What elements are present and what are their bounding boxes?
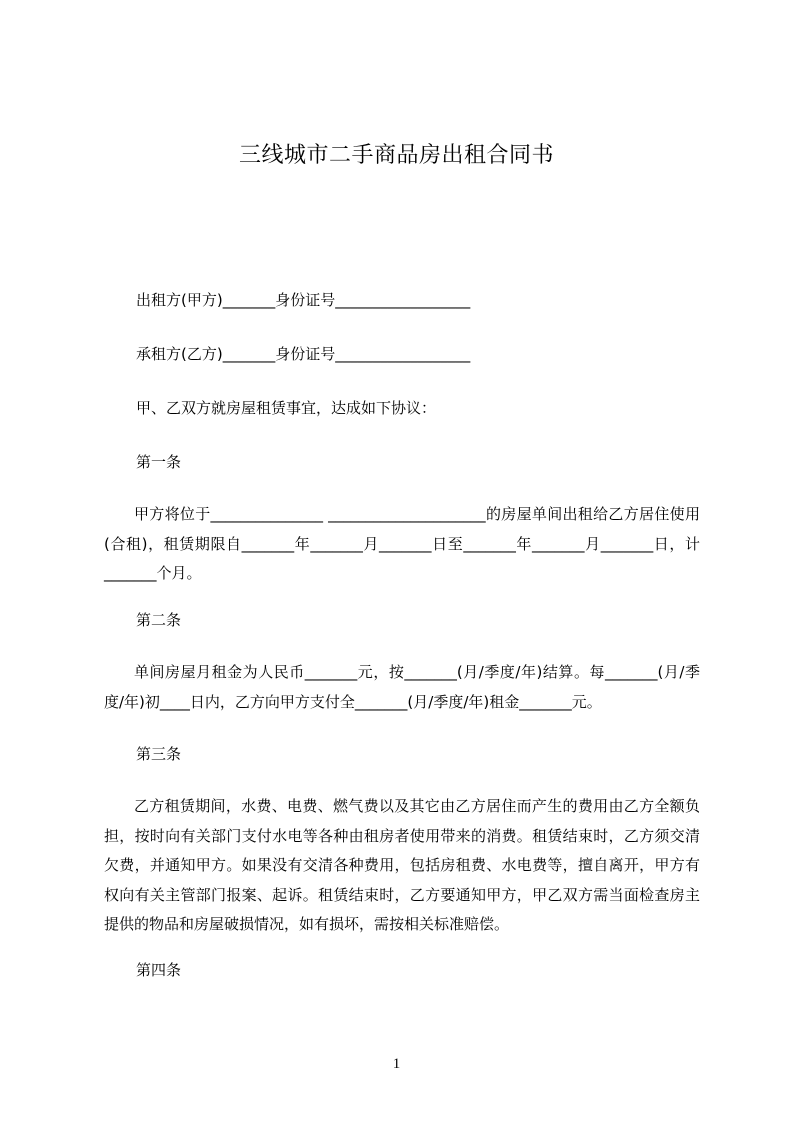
intro-text: 甲、乙双方就房屋租赁事宜，达成如下协议： [136, 399, 437, 417]
lessor-line: 出租方(甲方)_______身份证号__________________ [136, 291, 471, 309]
document-title: 三线城市二手商品房出租合同书 [238, 143, 554, 168]
page-number: 1 [392, 1056, 401, 1072]
article-2-text: 单间房屋月租金为人民币_______元，按_______(月/季度/年)结算。每_______(月/季度/年)初____日内，乙方向甲方支付全_______(月/季度/年)租金_______元。 [104, 663, 700, 711]
article-1-text: 甲方将位于_______________ _____________________的房屋单间出租给乙方居住使用(合租)，租赁期限自_______年_______月_______日至_______年_______月_______日，计_______个月。 [104, 505, 700, 582]
article-1-heading: 第一条 [136, 453, 182, 471]
article-3-text: 乙方租赁期间，水费、电费、燃气费以及其它由乙方居住而产生的费用由乙方全额负担，按时向有关部门支付水电等各种由租房者使用带来的消费。租赁结束时，乙方须交清欠费，并通知甲方。如果没有交清各种费用，包括房租费、水电费等，擅自离开，甲方有权向有关主管部门报案、起诉。租赁结束时，乙方要通知甲方，甲乙双方需当面检查房主提供的物品和房屋破损情况，如有损坏，需按相关标准赔偿。 [104, 797, 700, 933]
lessee-line: 承租方(乙方)_______身份证号__________________ [136, 345, 471, 363]
article-2-heading: 第二条 [136, 611, 182, 629]
article-4-heading: 第四条 [136, 961, 182, 979]
article-3-heading: 第三条 [136, 745, 182, 763]
